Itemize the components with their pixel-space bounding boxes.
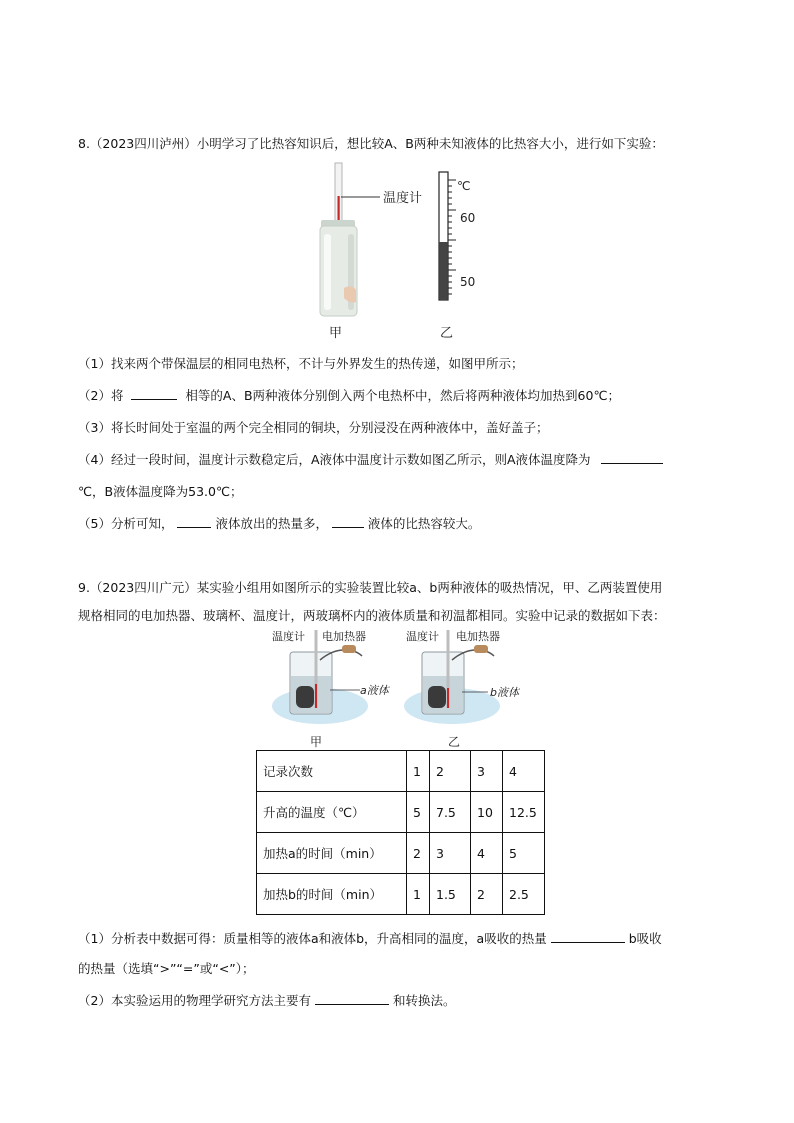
caption-yi: 乙 (440, 326, 454, 340)
q8-blank-2[interactable] (601, 450, 663, 464)
left-label-heater: 电加热器 (322, 630, 366, 643)
q9-figure (260, 628, 520, 752)
label-thermometer: 温度计 (383, 191, 423, 206)
q8-step-1: （1）找来两个带保温层的相同电热杯，不计与外界发生的热传递，如图甲所示； (78, 356, 524, 371)
right-caption: 乙 (448, 735, 461, 749)
right-label-liquid: b液体 (490, 686, 519, 699)
q9-blank-1[interactable] (551, 929, 625, 943)
table-cell: 10 (471, 792, 503, 833)
table-cell: 2.5 (503, 874, 545, 915)
left-label-liquid: a液体 (360, 684, 389, 697)
table-row-header: 加热b的时间（min） (257, 874, 407, 915)
q9-sub-1-cont: 的热量（选填“>”“=”或“<”）； (78, 961, 255, 976)
table-row-header: 加热a的时间（min） (257, 833, 407, 874)
table-cell: 2 (471, 874, 503, 915)
table-cell: 7.5 (430, 792, 471, 833)
table-cell: 3 (430, 833, 471, 874)
q9-data-table (256, 750, 545, 915)
q8-step-2-prefix: （2）将 (78, 388, 124, 403)
q8-step-4 (78, 450, 663, 468)
right-heater-coil (428, 686, 446, 708)
q8-blank-3[interactable] (177, 514, 211, 528)
q8-figure (300, 160, 500, 340)
q8-blank-1[interactable] (131, 386, 177, 400)
left-heater-coil (296, 686, 314, 708)
table-cell: 1 (407, 874, 430, 915)
q8-stem: 8.（2023四川泸州）小明学习了比热容知识后，想比较A、B两种未知液体的比热容大小，进行如下实验： (78, 136, 664, 151)
q8-blank-4[interactable] (332, 514, 364, 528)
q8-step-5-b: 液体放出的热量多， (215, 516, 328, 531)
cup-highlight (324, 234, 331, 310)
table-cell: 5 (407, 792, 430, 833)
left-label-thermometer: 温度计 (272, 630, 305, 643)
table-row (257, 833, 545, 874)
table-cell: 5 (503, 833, 545, 874)
q9-sub-2 (78, 991, 455, 1009)
q8-step-5-a: （5）分析可知， (78, 516, 174, 531)
scale-tick-60: 60 (460, 211, 476, 225)
q9-blank-2[interactable] (315, 991, 389, 1005)
q8-step-2 (78, 386, 620, 404)
table-row (257, 751, 545, 792)
table-cell: 2 (407, 833, 430, 874)
q8-step-2-suffix: 相等的A、B两种液体分别倒入两个电热杯中，然后将两种液体均加热到60℃； (185, 388, 620, 403)
table-cell: 1 (407, 751, 430, 792)
right-label-heater: 电加热器 (456, 630, 500, 643)
right-heater-plug (474, 645, 488, 653)
thermometer-liquid (338, 196, 340, 224)
q9-stem-line-2: 规格相同的电加热器、玻璃杯、温度计，两玻璃杯内的液体质量和初温都相同。实验中记录的数据如下表： (78, 608, 666, 623)
table-cell: 2 (430, 751, 471, 792)
q9-sub-2-b: 和转换法。 (392, 993, 456, 1008)
table-row (257, 874, 545, 915)
scale-unit: ℃ (457, 179, 471, 193)
left-caption: 甲 (310, 735, 323, 749)
q8-step-5 (78, 514, 480, 532)
q9-sub-1 (78, 929, 662, 947)
q9-sub-2-a: （2）本实验运用的物理学研究方法主要有 (78, 993, 311, 1008)
table-row-header: 记录次数 (257, 751, 407, 792)
q8-step-5-c: 液体的比热容较大。 (367, 516, 481, 531)
table-cell: 4 (471, 833, 503, 874)
q9-stem-line-1: 9.（2023四川广元）某实验小组用如图所示的实验装置比较a、b两种液体的吸热情况，甲、乙两装置使用 (78, 580, 663, 595)
right-label-thermometer: 温度计 (406, 630, 439, 643)
table-cell: 1.5 (430, 874, 471, 915)
table-row (257, 792, 545, 833)
q8-step-3: （3）将长时间处于室温的两个完全相同的铜块，分别浸没在两种液体中，盖好盖子； (78, 420, 549, 435)
left-heater-plug (342, 645, 356, 653)
q8-step-4-cont: ℃，B液体温度降为53.0℃； (78, 484, 243, 499)
caption-jia: 甲 (329, 326, 343, 340)
q8-step-4-prefix: （4）经过一段时间，温度计示数稳定后，A液体中温度计示数如图乙所示，则A液体温度降为 (78, 452, 591, 467)
table-cell: 12.5 (503, 792, 545, 833)
table-row-header: 升高的温度（℃） (257, 792, 407, 833)
scale-thermometer-liquid (440, 242, 448, 300)
table-cell: 4 (503, 751, 545, 792)
table-cell: 3 (471, 751, 503, 792)
q9-sub-1-a: （1）分析表中数据可得：质量相等的液体a和液体b，升高相同的温度，a吸收的热量 (78, 931, 547, 946)
scale-ticks (448, 180, 456, 294)
scale-tick-50: 50 (460, 275, 476, 289)
q9-sub-1-b: b吸收 (628, 931, 662, 946)
